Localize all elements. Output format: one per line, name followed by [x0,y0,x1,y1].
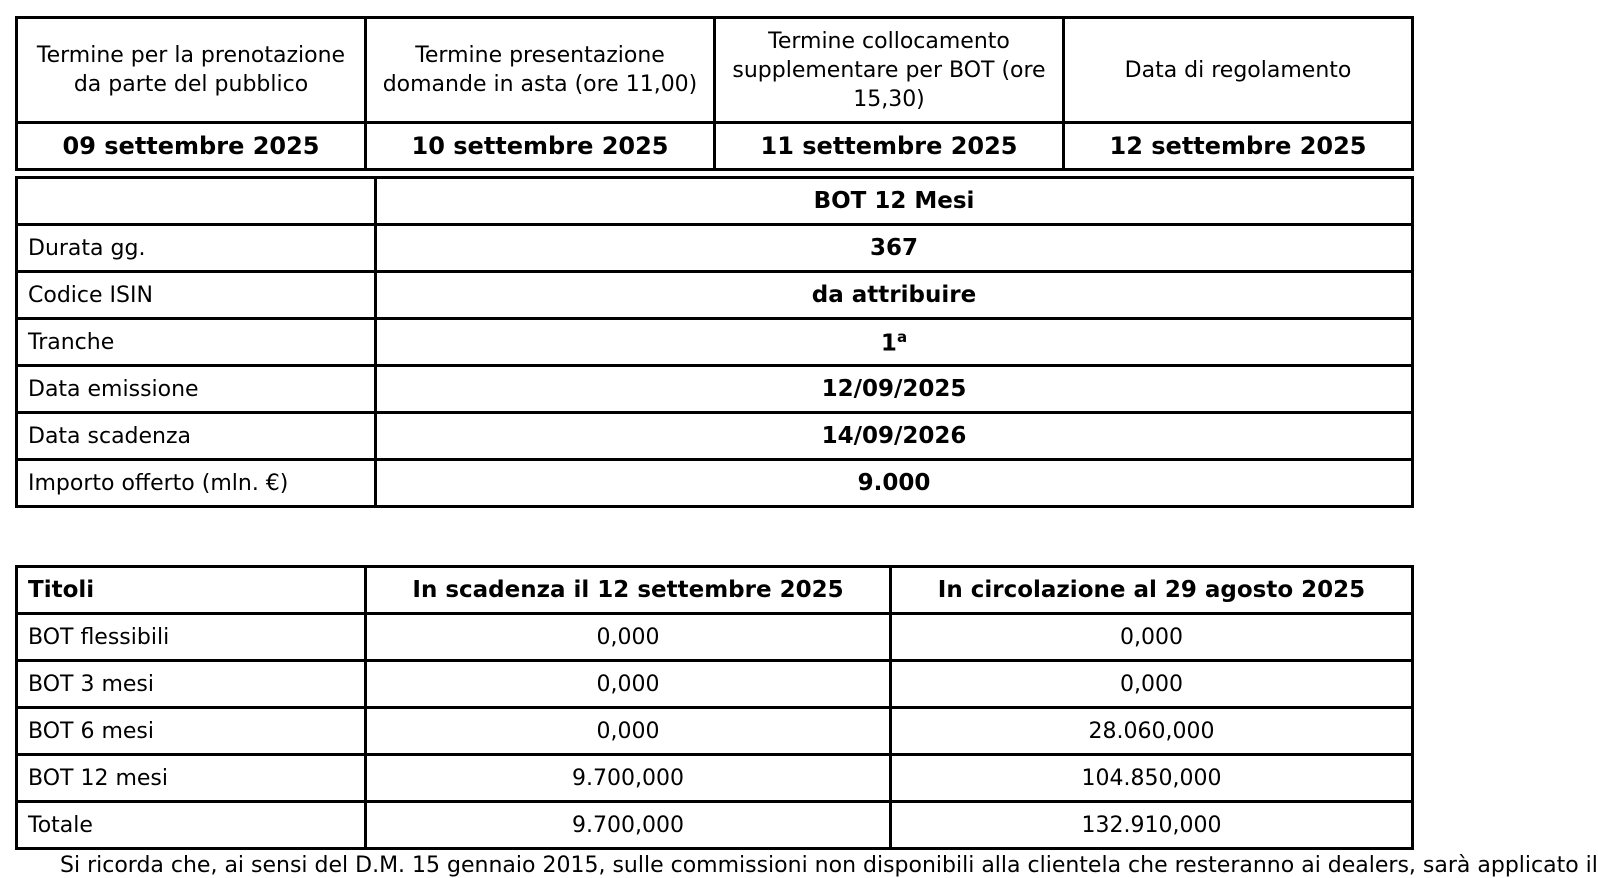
header-prenotazione: Termine per la prenotazione da parte del pubblico [17,18,366,123]
outstanding-amount: 104.850,000 [891,755,1413,802]
details-value: 14/09/2026 [376,413,1413,460]
details-label: Tranche [17,319,376,366]
header-regolamento: Data di regolamento [1064,18,1413,123]
details-label: Durata gg. [17,225,376,272]
security-name: BOT 6 mesi [17,708,366,755]
security-name: BOT 12 mesi [17,755,366,802]
details-label: Codice ISIN [17,272,376,319]
securities-table [15,565,1414,850]
details-row [17,319,1413,366]
date-collocamento: 11 settembre 2025 [715,123,1064,170]
date-prenotazione: 09 settembre 2025 [17,123,366,170]
maturing-amount: 0,000 [366,614,891,661]
header-in-circolazione: In circolazione al 29 agosto 2025 [891,567,1413,614]
total-row [17,802,1413,849]
details-value: da attribuire [376,272,1413,319]
details-label: Data scadenza [17,413,376,460]
details-value: 9.000 [376,460,1413,507]
table-row [17,661,1413,708]
header-titoli: Titoli [17,567,366,614]
maturing-amount: 0,000 [366,661,891,708]
details-value-cell [376,319,1413,366]
tranche-number: 1 [880,330,897,357]
table-row [17,708,1413,755]
maturing-amount: 0,000 [366,708,891,755]
securities-header-row [17,567,1413,614]
details-row [17,272,1413,319]
total-maturing: 9.700,000 [366,802,891,849]
tranche-ordinal: a [896,327,908,346]
date-regolamento: 12 settembre 2025 [1064,123,1413,170]
table-row [17,614,1413,661]
details-row [17,366,1413,413]
total-label: Totale [17,802,366,849]
header-in-scadenza: In scadenza il 12 settembre 2025 [366,567,891,614]
date-presentazione: 10 settembre 2025 [366,123,715,170]
schedule-dates-row [17,123,1413,170]
details-row [17,225,1413,272]
header-presentazione: Termine presentazione domande in asta (ore 11,00) [366,18,715,123]
outstanding-amount: 0,000 [891,614,1413,661]
outstanding-amount: 28.060,000 [891,708,1413,755]
security-name: BOT flessibili [17,614,366,661]
security-name: BOT 3 mesi [17,661,366,708]
details-row [17,460,1413,507]
details-table [15,176,1414,508]
details-column-title: BOT 12 Mesi [376,178,1413,225]
table-row [17,755,1413,802]
schedule-table [15,16,1414,171]
details-value: 367 [376,225,1413,272]
header-collocamento: Termine collocamento supplementare per BOT (ore 15,30) [715,18,1064,123]
footnote-text: Si ricorda che, ai sensi del D.M. 15 gennaio 2015, sulle commissioni non disponibili alla clientela che resteranno ai dealers, sarà applicato il [60,853,1598,878]
schedule-header-row [17,18,1413,123]
maturing-amount: 9.700,000 [366,755,891,802]
total-outstanding: 132.910,000 [891,802,1413,849]
details-value: 12/09/2025 [376,366,1413,413]
outstanding-amount: 0,000 [891,661,1413,708]
details-header-row [17,178,1413,225]
details-label: Importo offerto (mln. €) [17,460,376,507]
details-label: Data emissione [17,366,376,413]
details-row [17,413,1413,460]
details-empty-cell [17,178,376,225]
